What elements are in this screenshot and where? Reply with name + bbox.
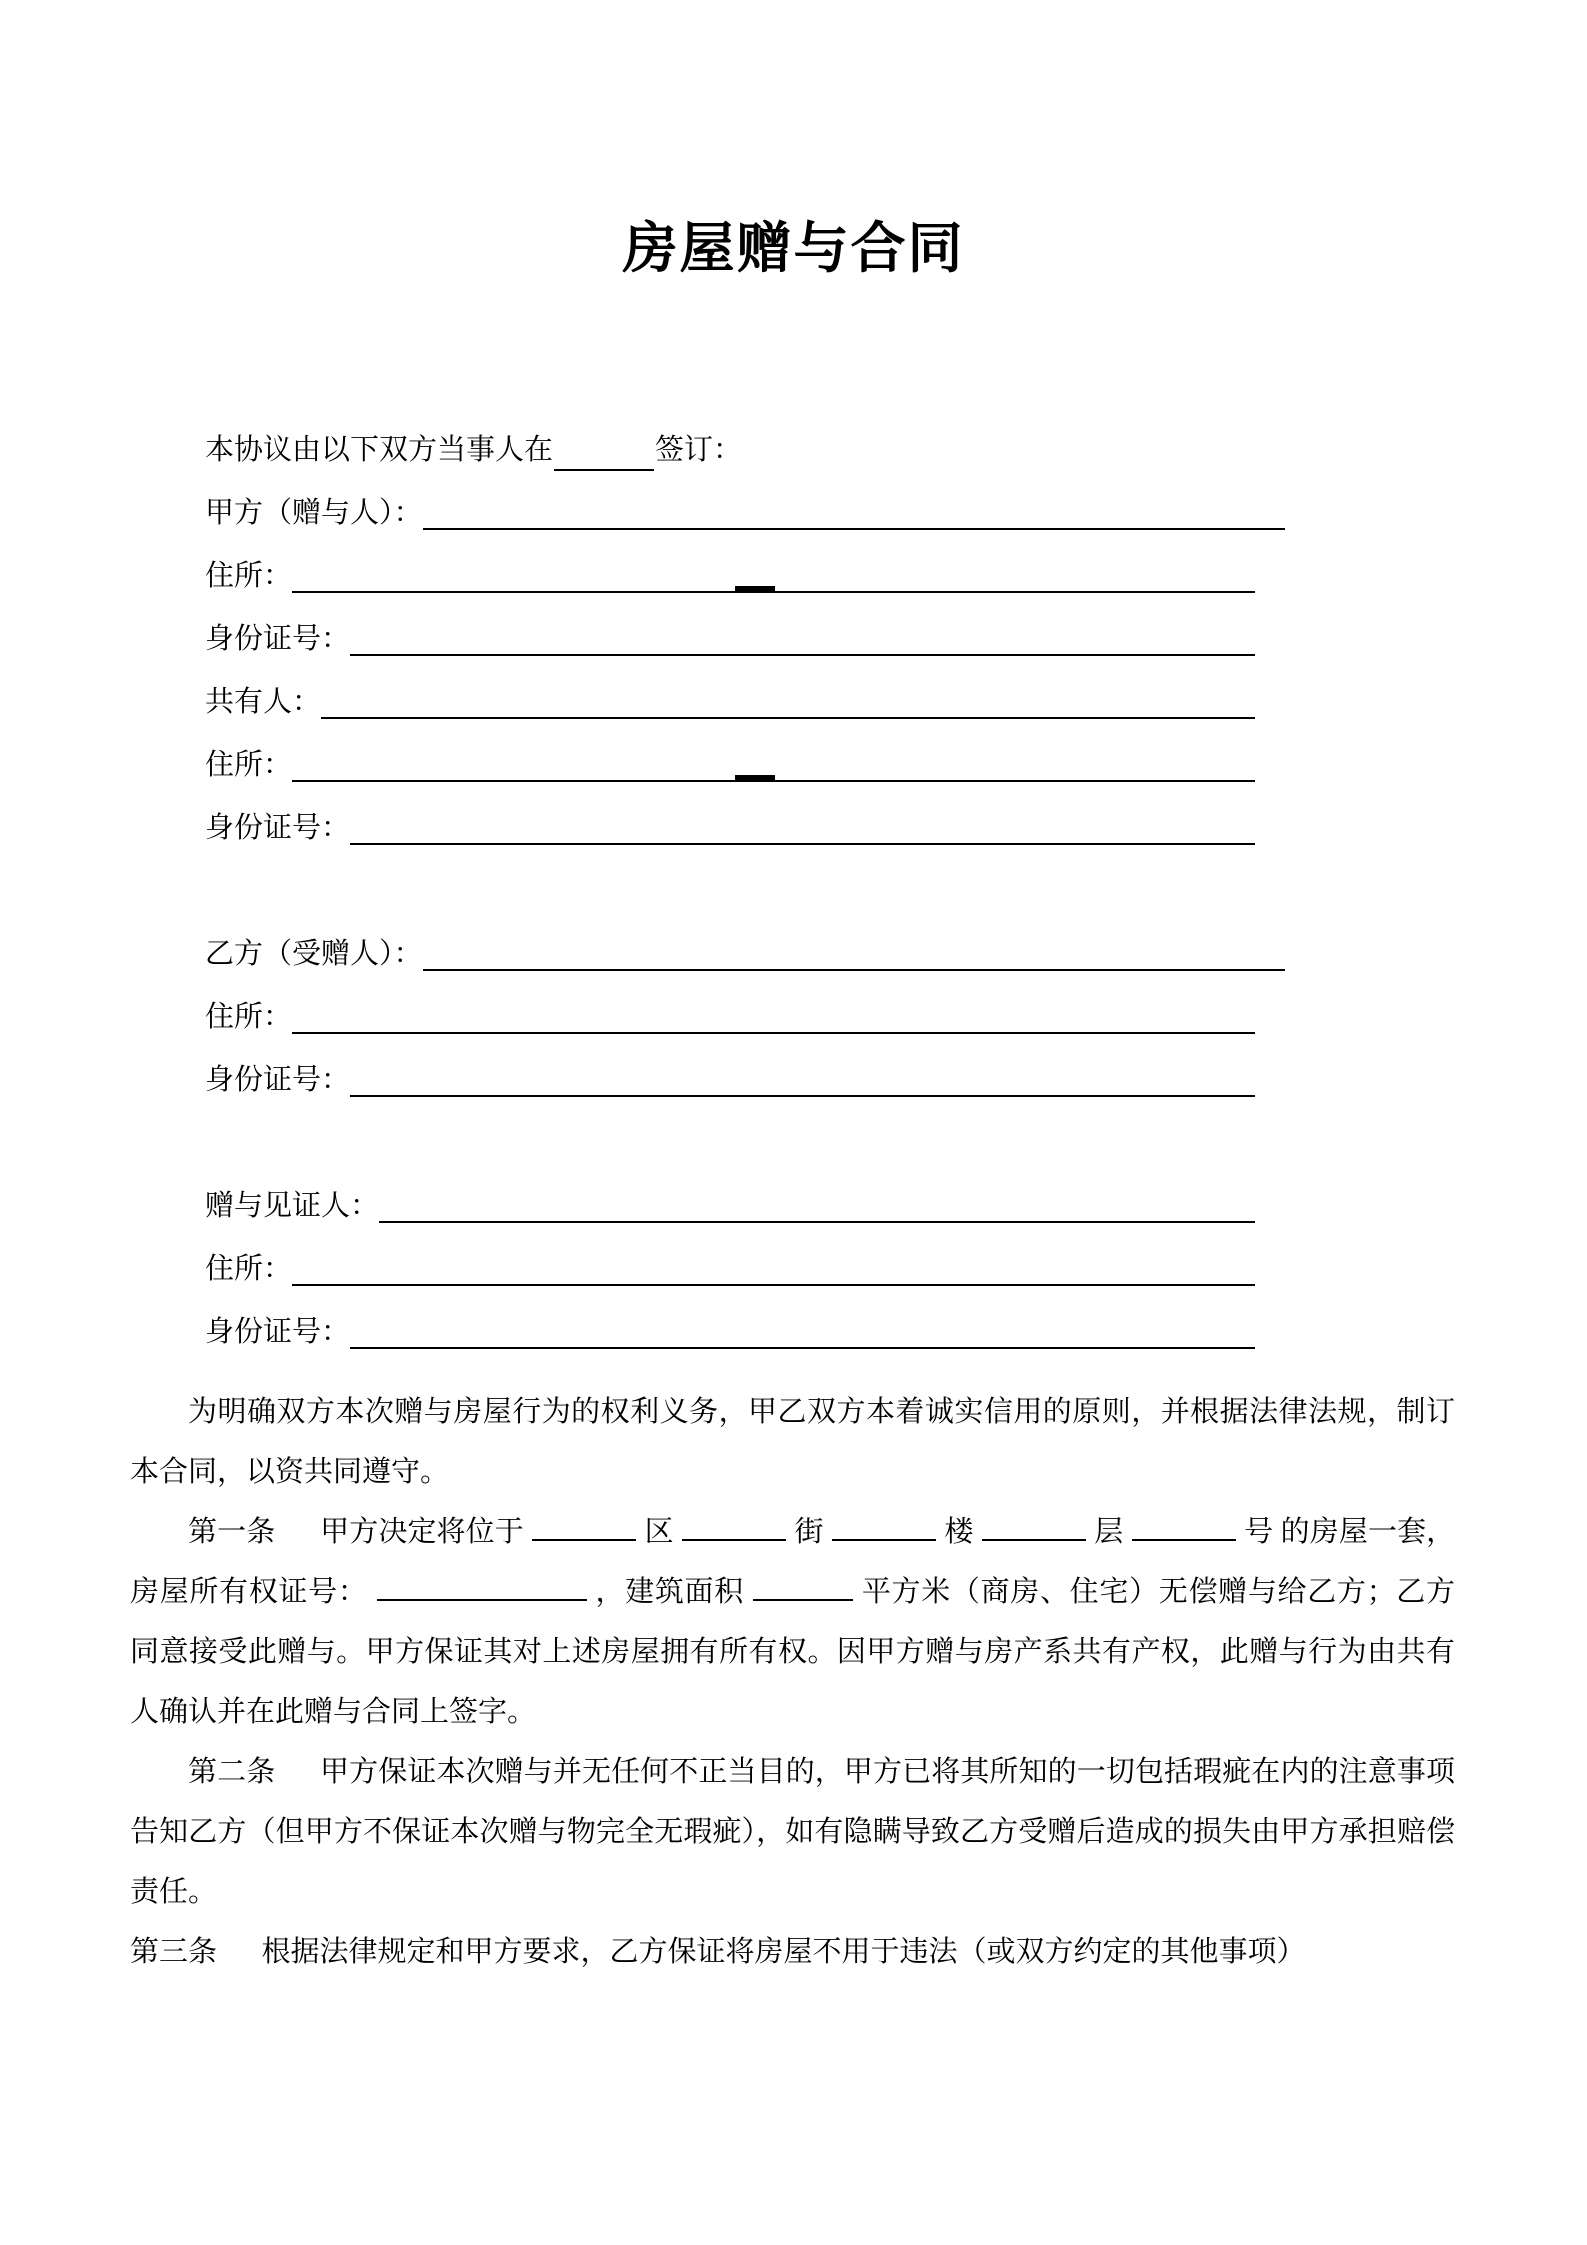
form-group-spacer	[205, 1101, 1255, 1164]
rule-thick-segment	[735, 775, 775, 780]
rule-thick-segment	[735, 586, 775, 591]
form-row	[205, 660, 1255, 723]
form-field-input-rule[interactable]	[292, 1032, 1255, 1034]
opening-statement-prefix: 本协议由以下双方当事人在	[205, 434, 554, 466]
form-row	[205, 1038, 1255, 1101]
form-row	[205, 597, 1255, 660]
opening-statement-suffix: 签订：	[655, 434, 743, 466]
unit-label-room: 号	[1244, 1516, 1274, 1548]
form-field-label: 住所：	[205, 1001, 293, 1033]
form-field-input-rule[interactable]	[379, 1221, 1255, 1223]
form-field-label: 住所：	[205, 1253, 293, 1285]
form-field-label: 共有人：	[205, 686, 322, 718]
clause-1-seg-4: 平方米（商房、住宅）无偿赠与给乙方；乙方同意接受此赠与。甲方保证其对上述房屋拥有所有权。因甲方赠与房产系共有产权，此赠与行为由共有人确认并在此赠与合同上签字。	[130, 1576, 1455, 1728]
form-row	[205, 1227, 1255, 1290]
preamble-paragraph: 为明确双方本次赠与房屋行为的权利义务，甲乙双方本着诚实信用的原则，并根据法律法规，制订本合同，以资共同遵守。	[130, 1396, 1455, 1488]
form-row	[205, 912, 1255, 975]
clause-1-seg-3: ，建筑面积	[595, 1576, 744, 1608]
form-row	[205, 975, 1255, 1038]
form-row	[205, 723, 1255, 786]
form-field-label: 身份证号：	[205, 812, 351, 844]
unit-label-district: 区	[644, 1516, 674, 1548]
clause-3-text: 根据法律规定和甲方要求，乙方保证将房屋不用于违法（或双方约定的其他事项）	[261, 1936, 1306, 1968]
form-field-label: 住所：	[205, 560, 293, 592]
clause-1-seg-1: 甲方决定将位于	[320, 1516, 524, 1548]
floor-blank[interactable]	[982, 1511, 1086, 1541]
party-form-block	[205, 408, 1255, 1353]
form-field-input-rule[interactable]	[350, 1347, 1255, 1349]
clause-2-number: 第二条	[188, 1756, 276, 1788]
form-group-spacer	[205, 849, 1255, 912]
form-field-label: 身份证号：	[205, 1316, 351, 1348]
clause-2-paragraph	[130, 1742, 1455, 1922]
contract-body	[130, 1382, 1455, 1982]
form-field-input-rule[interactable]	[350, 1095, 1255, 1097]
form-field-label: 住所：	[205, 749, 293, 781]
clause-1-seg-2: 的房屋一套，房屋所有权证号：	[130, 1516, 1456, 1608]
unit-label-building: 楼	[944, 1516, 974, 1548]
form-field-input-rule[interactable]	[423, 528, 1285, 530]
form-field-input-rule[interactable]	[292, 1284, 1255, 1286]
form-field-label: 乙方（受赠人）：	[205, 938, 423, 970]
form-rows-container	[205, 471, 1255, 1353]
form-field-input-rule[interactable]	[350, 843, 1255, 845]
form-row	[205, 786, 1255, 849]
form-field-input-rule[interactable]	[321, 717, 1255, 719]
form-field-label: 赠与见证人：	[205, 1190, 380, 1222]
building-area-blank[interactable]	[753, 1571, 853, 1601]
form-field-input-rule[interactable]	[292, 591, 1255, 593]
form-field-input-rule[interactable]	[292, 780, 1255, 782]
building-blank[interactable]	[832, 1511, 936, 1541]
signing-place-blank[interactable]	[554, 441, 654, 471]
form-field-label: 身份证号：	[205, 1064, 351, 1096]
district-blank[interactable]	[532, 1511, 636, 1541]
clause-3-number: 第三条	[130, 1936, 218, 1968]
street-blank[interactable]	[682, 1511, 786, 1541]
clause-2-text: 甲方保证本次赠与并无任何不正当目的，甲方已将其所知的一切包括瑕疵在内的注意事项告知乙方（但甲方不保证本次赠与物完全无瑕疵），如有隐瞒导致乙方受赠后造成的损失由甲方承担赔偿责任。	[130, 1756, 1455, 1908]
form-row	[205, 1290, 1255, 1353]
form-field-input-rule[interactable]	[350, 654, 1255, 656]
form-field-label: 甲方（赠与人）：	[205, 497, 423, 529]
clause-1-number: 第一条	[188, 1516, 276, 1548]
unit-label-street: 街	[794, 1516, 824, 1548]
unit-label-floor: 层	[1094, 1516, 1124, 1548]
room-number-blank[interactable]	[1132, 1511, 1236, 1541]
form-row	[205, 534, 1255, 597]
clause-3-paragraph	[130, 1922, 1455, 1982]
clause-1-paragraph	[130, 1502, 1455, 1742]
opening-statement-line	[205, 408, 1255, 471]
page-title: 房屋赠与合同	[622, 217, 965, 279]
form-row	[205, 471, 1255, 534]
form-field-input-rule[interactable]	[423, 969, 1285, 971]
form-field-label: 身份证号：	[205, 623, 351, 655]
form-row	[205, 1164, 1255, 1227]
ownership-certificate-blank[interactable]	[377, 1571, 587, 1601]
